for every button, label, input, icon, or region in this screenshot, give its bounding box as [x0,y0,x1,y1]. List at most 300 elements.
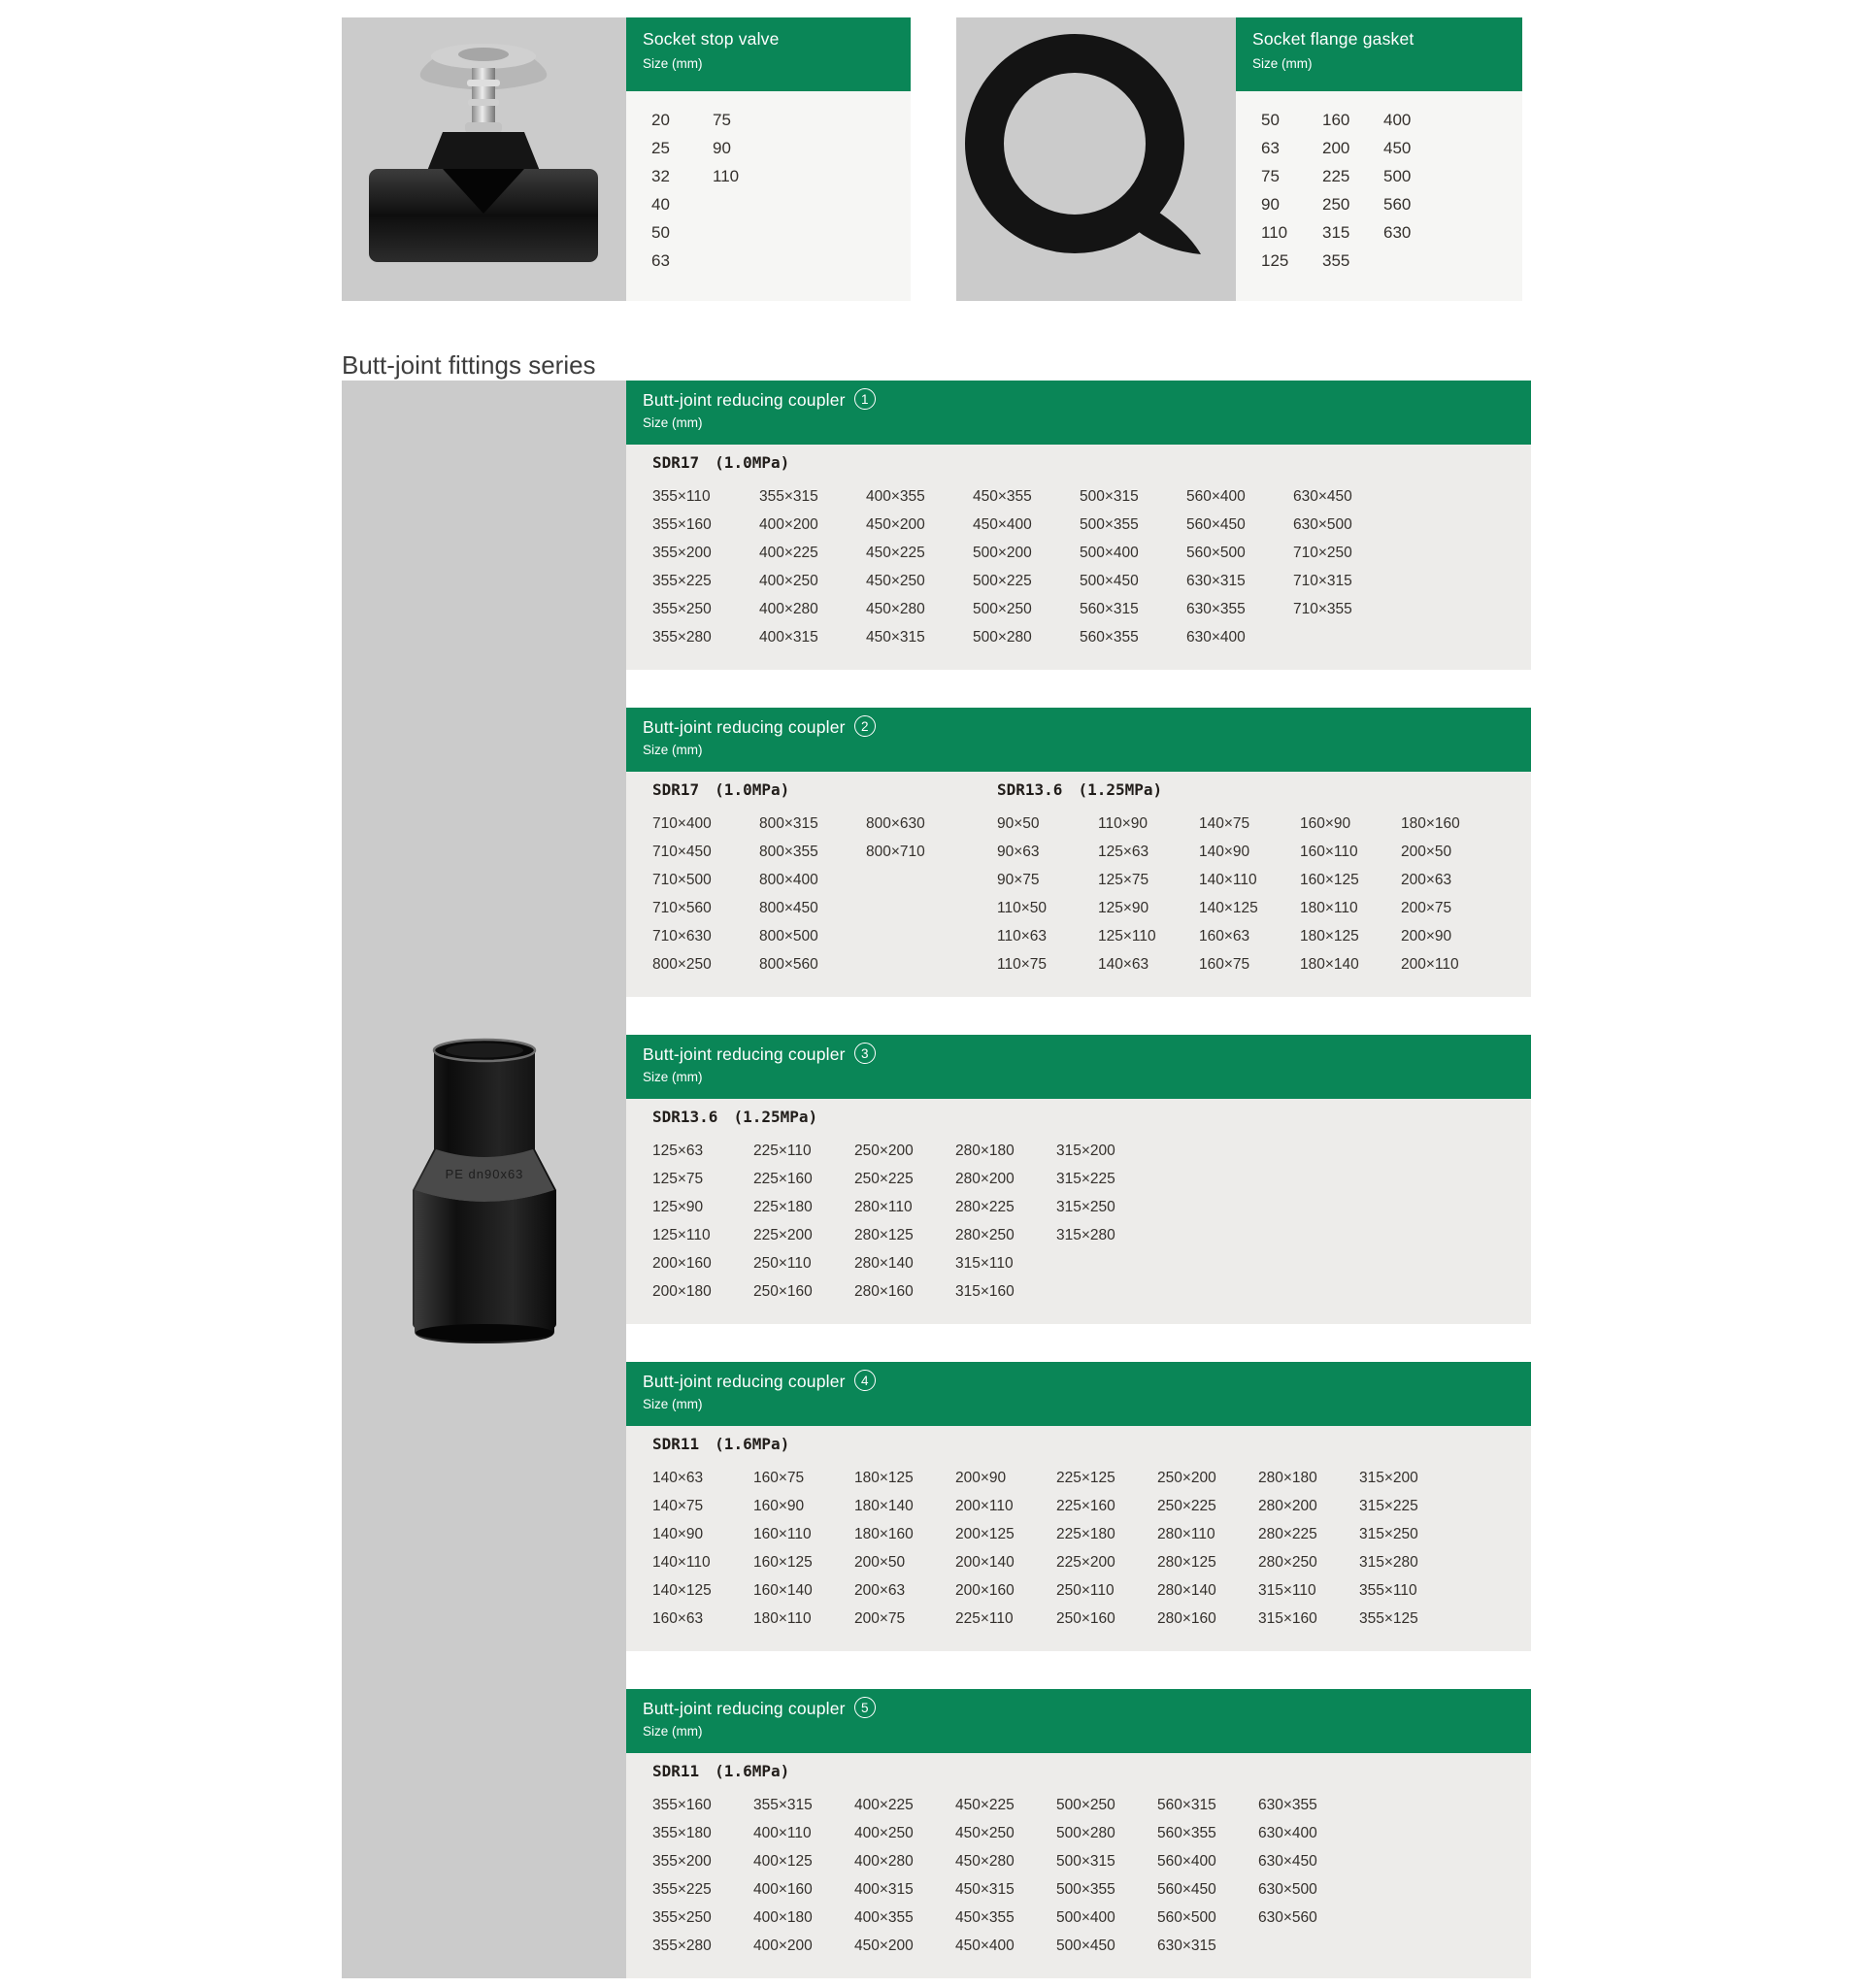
circled-number-badge: 2 [854,715,876,737]
size-value: 450×400 [955,1938,1015,1954]
size-value: 400×225 [759,545,818,561]
size-value: 800×560 [759,956,818,973]
size-value: 315×110 [1258,1582,1316,1599]
size-value: 180×125 [1300,928,1359,944]
butt-joint-section [342,381,1531,1978]
size-value: 315×280 [1359,1554,1418,1571]
size-value: 355×315 [759,488,818,505]
size-value: 160×125 [1300,872,1359,888]
size-value: 630×560 [1258,1909,1317,1926]
size-value: 280×200 [1258,1498,1317,1514]
size-value: 710×315 [1293,573,1352,589]
product-card-socket-flange-gasket [956,17,1522,301]
size-column [1080,482,1186,651]
size-value: 140×125 [1199,900,1258,916]
size-value: 315×280 [1056,1227,1115,1243]
card-subtitle: Size (mm) [643,1397,703,1411]
reducing-coupler-illustration [397,1033,572,1343]
size-value: 800×250 [652,956,712,973]
size-value: 560×315 [1080,601,1139,617]
size-value: 180×160 [854,1526,914,1542]
size-value: 280×125 [854,1227,914,1243]
section-heading: Butt-joint fittings series [342,349,596,380]
size-column [1199,810,1300,978]
size-value: 50 [651,223,670,242]
size-value: 200×50 [1401,844,1452,860]
size-value: 560×500 [1186,545,1246,561]
size-value: 180×110 [753,1610,812,1627]
size-value: 630 [1383,223,1412,242]
pressure-rating: (1.6MPa) [715,1762,790,1780]
size-column [955,1464,1056,1633]
size-column [866,810,973,978]
coupler-card-4 [626,1362,1531,1651]
size-column [1300,810,1401,978]
sdr-spec: SDR11 [652,1435,700,1453]
size-value: 225×160 [753,1171,813,1187]
card-header [626,1362,1531,1426]
size-value: 355×315 [753,1797,813,1813]
size-value: 225×180 [753,1199,813,1215]
size-value: 355×160 [652,516,712,533]
size-value: 560×355 [1157,1825,1216,1841]
size-value: 355×280 [652,629,712,646]
size-value: 800×450 [759,900,818,916]
card-header [626,1689,1531,1753]
size-value: 110×75 [997,956,1048,973]
size-value: 200×50 [854,1554,906,1571]
size-value: 125×63 [652,1143,704,1159]
size-value: 160×75 [753,1470,805,1486]
size-value: 225×200 [753,1227,813,1243]
spec-group [652,1435,1460,1633]
size-value: 200×63 [854,1582,906,1599]
size-value: 250×110 [1056,1582,1115,1599]
circled-number-badge: 3 [854,1043,876,1064]
size-value: 560×450 [1157,1881,1216,1898]
size-value: 200×160 [652,1255,712,1272]
spec-label [652,453,1400,480]
reducing-coupler-photo-panel [342,381,626,1978]
size-value: 160×110 [1300,844,1358,860]
size-value: 200×75 [854,1610,906,1627]
size-value: 180×110 [1300,900,1358,916]
size-value: 355×110 [1359,1582,1417,1599]
size-value: 710×355 [1293,601,1352,617]
size-value: 250×225 [1157,1498,1216,1514]
spec-group [652,453,1400,651]
size-value: 355 [1322,251,1350,270]
size-value: 315×200 [1056,1143,1115,1159]
size-value: 315 [1322,223,1350,242]
size-value: 355×200 [652,1853,712,1870]
size-value: 355×125 [1359,1610,1418,1627]
size-value: 800×630 [866,815,925,832]
size-value: 160×90 [1300,815,1351,832]
size-value: 630×315 [1186,573,1246,589]
size-value: 200×75 [1401,900,1452,916]
size-value: 63 [1261,139,1280,157]
size-value: 280×125 [1157,1554,1216,1571]
size-value: 160×140 [753,1582,813,1599]
size-value: 500×355 [1056,1881,1115,1898]
size-column [652,810,759,978]
size-value: 630×450 [1293,488,1352,505]
size-value: 400×315 [854,1881,914,1898]
socket-flange-gasket-photo [956,17,1236,301]
size-column [652,482,759,651]
size-value: 710×560 [652,900,712,916]
size-value: 160×63 [1199,928,1250,944]
size-value: 110 [713,167,740,185]
size-grid [652,810,973,978]
spec-label [652,1762,1359,1788]
size-value: 400×160 [753,1881,813,1898]
size-value: 50 [1261,111,1280,129]
size-value: 75 [713,111,731,129]
size-column [1056,1137,1157,1306]
size-value: 500×450 [1056,1938,1115,1954]
size-value: 160×90 [753,1498,805,1514]
size-value: 560×315 [1157,1797,1216,1813]
size-value: 25 [651,139,670,157]
size-grid [652,1464,1460,1633]
size-value: 250×225 [854,1171,914,1187]
size-value: 400×355 [866,488,925,505]
size-value: 225×110 [753,1143,812,1159]
size-value: 400×355 [854,1909,914,1926]
size-value: 450×225 [866,545,925,561]
size-value: 355×225 [652,573,712,589]
size-value: 280×225 [955,1199,1015,1215]
size-value: 140×110 [1199,872,1257,888]
size-column [753,1137,854,1306]
card-title: Socket flange gasket [1252,29,1415,49]
size-value: 140×90 [1199,844,1250,860]
card-subtitle: Size (mm) [643,415,703,430]
size-value: 75 [1261,167,1280,185]
size-value: 355×200 [652,545,712,561]
size-value: 225 [1322,167,1350,185]
size-value: 200×90 [1401,928,1452,944]
size-value: 140×110 [652,1554,711,1571]
spec-label [652,1435,1460,1461]
circled-number-badge: 5 [854,1697,876,1718]
coupler-card-3 [626,1035,1531,1324]
size-value: 400 [1383,111,1412,129]
size-column [759,482,866,651]
size-column [854,1137,955,1306]
size-column [955,1137,1056,1306]
size-value: 280×200 [955,1171,1015,1187]
size-column [651,106,713,275]
size-value: 32 [651,167,670,185]
size-value: 250×200 [854,1143,914,1159]
card-title: Butt-joint reducing coupler [643,1044,846,1064]
coupler-marking-text: PE dn90x63 [445,1167,524,1181]
size-value: 450×400 [973,516,1032,533]
gasket-illustration [956,17,1236,301]
size-value: 630×355 [1186,601,1246,617]
size-column [1359,1464,1460,1633]
size-value: 800×710 [866,844,925,860]
size-grid [652,1791,1359,1960]
size-value: 90×75 [997,872,1040,888]
size-value: 280×225 [1258,1526,1317,1542]
size-list [1236,91,1522,275]
coupler-card-5 [626,1689,1531,1978]
pressure-rating: (1.25MPa) [733,1108,818,1126]
size-value: 355×180 [652,1825,712,1841]
size-value: 450×355 [973,488,1032,505]
size-value: 180×140 [1300,956,1359,973]
size-value: 500×250 [973,601,1032,617]
size-value: 315×110 [955,1255,1014,1272]
card-subtitle: Size (mm) [1252,56,1313,71]
size-column [1258,1791,1359,1960]
card-title: Butt-joint reducing coupler [643,716,846,737]
sdr-spec: SDR13.6 [997,780,1063,799]
size-value: 315×250 [1359,1526,1418,1542]
size-column [1098,810,1199,978]
size-value: 450 [1383,139,1412,157]
coupler-card-1 [626,381,1531,670]
size-value: 140×125 [652,1582,712,1599]
size-value: 400×225 [854,1797,914,1813]
size-value: 225×125 [1056,1470,1115,1486]
size-value: 110×90 [1098,815,1148,832]
size-value: 560×500 [1157,1909,1216,1926]
card-title: Butt-joint reducing coupler [643,1371,846,1391]
size-value: 315×225 [1359,1498,1418,1514]
card-title: Socket stop valve [643,29,780,49]
size-value: 200×160 [955,1582,1015,1599]
size-column [1383,106,1445,275]
size-value: 200×140 [955,1554,1015,1571]
size-value: 450×200 [854,1938,914,1954]
size-value: 450×225 [955,1797,1015,1813]
card-body [626,1753,1531,1978]
size-value: 225×110 [955,1610,1014,1627]
size-column [1293,482,1400,651]
size-value: 355×250 [652,1909,712,1926]
size-value: 110 [1261,223,1288,242]
size-value: 450×315 [866,629,925,646]
size-value: 225×180 [1056,1526,1115,1542]
valve-size-table [626,17,911,301]
size-value: 355×280 [652,1938,712,1954]
size-column [652,1791,753,1960]
size-column [713,106,774,275]
size-value: 280×250 [1258,1554,1317,1571]
size-value: 280×110 [854,1199,913,1215]
spec-label [652,780,973,807]
spec-group [652,1762,1359,1960]
size-grid [997,810,1502,978]
size-value: 140×75 [1199,815,1250,832]
size-value: 90 [713,139,731,157]
size-value: 140×75 [652,1498,704,1514]
size-value: 500×400 [1056,1909,1115,1926]
size-grid [652,482,1400,651]
pressure-rating: (1.0MPa) [715,780,790,799]
size-value: 225×160 [1056,1498,1115,1514]
size-value: 125×75 [1098,872,1149,888]
size-value: 710×450 [652,844,712,860]
coupler-card-2 [626,708,1531,997]
size-value: 140×90 [652,1526,704,1542]
card-header [626,708,1531,772]
size-value: 500×355 [1080,516,1139,533]
size-value: 400×125 [753,1853,813,1870]
size-value: 160×110 [753,1526,812,1542]
size-column [652,1137,753,1306]
size-column [955,1791,1056,1960]
size-column [973,482,1080,651]
size-value: 315×225 [1056,1171,1115,1187]
size-column [652,1464,753,1633]
size-value: 160×125 [753,1554,813,1571]
size-value: 500×225 [973,573,1032,589]
size-value: 500×315 [1056,1853,1115,1870]
size-value: 160×63 [652,1610,704,1627]
size-value: 710×500 [652,872,712,888]
size-value: 800×355 [759,844,818,860]
size-value: 450×355 [955,1909,1015,1926]
size-value: 500×315 [1080,488,1139,505]
size-value: 225×200 [1056,1554,1115,1571]
spec-group [652,780,973,978]
size-value: 280×110 [1157,1526,1215,1542]
pressure-rating: (1.0MPa) [715,453,790,472]
size-column [1186,482,1293,651]
size-value: 800×500 [759,928,818,944]
size-value: 450×250 [955,1825,1015,1841]
size-value: 400×315 [759,629,818,646]
coupler-cards-stack [626,381,1531,1978]
size-value: 500×250 [1056,1797,1115,1813]
size-value: 400×280 [854,1853,914,1870]
size-value: 500×450 [1080,573,1139,589]
size-value: 125×110 [652,1227,711,1243]
card-subtitle: Size (mm) [643,1724,703,1739]
size-value: 400×110 [753,1825,812,1841]
size-value: 630×400 [1186,629,1246,646]
card-title: Butt-joint reducing coupler [643,1698,846,1718]
card-subtitle: Size (mm) [643,1070,703,1084]
size-value: 280×160 [854,1283,914,1300]
size-value: 180×160 [1401,815,1460,832]
size-value: 400×200 [759,516,818,533]
size-value: 200×110 [955,1498,1014,1514]
card-header [626,17,911,91]
size-value: 280×160 [1157,1610,1216,1627]
sdr-spec: SDR17 [652,780,700,799]
size-value: 125 [1261,251,1289,270]
size-value: 90×50 [997,815,1040,832]
size-value: 315×250 [1056,1199,1115,1215]
size-value: 400×250 [759,573,818,589]
size-value: 315×200 [1359,1470,1418,1486]
size-value: 280×140 [854,1255,914,1272]
size-value: 500 [1383,167,1412,185]
product-card-socket-stop-valve [342,17,911,301]
size-column [759,810,866,978]
size-value: 450×280 [955,1853,1015,1870]
socket-stop-valve-photo [342,17,626,301]
size-value: 450×315 [955,1881,1015,1898]
size-column [1056,1791,1157,1960]
size-value: 560×355 [1080,629,1139,646]
size-value: 560×400 [1157,1853,1216,1870]
spec-group [997,780,1502,978]
card-body [626,445,1531,670]
size-value: 20 [651,111,670,129]
size-value: 160×75 [1199,956,1250,973]
size-value: 160 [1322,111,1350,129]
size-value: 630×355 [1258,1797,1317,1813]
size-value: 280×180 [955,1143,1015,1159]
size-value: 200×63 [1401,872,1452,888]
size-column [854,1791,955,1960]
size-value: 280×180 [1258,1470,1317,1486]
card-body [626,1426,1531,1651]
size-value: 560×400 [1186,488,1246,505]
size-list [626,91,911,275]
size-value: 355×160 [652,1797,712,1813]
size-value: 355×250 [652,601,712,617]
spec-label [997,780,1502,807]
spec-group [652,1108,1157,1306]
size-value: 500×280 [973,629,1032,646]
size-value: 400×200 [753,1938,813,1954]
size-value: 710×630 [652,928,712,944]
size-value: 125×63 [1098,844,1149,860]
size-value: 110×63 [997,928,1048,944]
card-header [626,1035,1531,1099]
size-value: 125×90 [1098,900,1149,916]
size-value: 355×110 [652,488,711,505]
size-value: 500×400 [1080,545,1139,561]
sdr-spec: SDR13.6 [652,1108,718,1126]
size-value: 630×500 [1293,516,1352,533]
circled-number-badge: 4 [854,1370,876,1391]
size-value: 560 [1383,195,1412,214]
size-value: 500×200 [973,545,1032,561]
size-value: 280×250 [955,1227,1015,1243]
size-value: 125×75 [652,1171,704,1187]
size-value: 800×315 [759,815,818,832]
size-value: 250×160 [753,1283,813,1300]
size-value: 630×400 [1258,1825,1317,1841]
size-value: 630×450 [1258,1853,1317,1870]
sdr-spec: SDR17 [652,453,700,472]
size-value: 200 [1322,139,1350,157]
card-subtitle: Size (mm) [643,56,703,71]
size-column [1157,1464,1258,1633]
size-value: 200×110 [1401,956,1459,973]
size-column [854,1464,955,1633]
sdr-spec: SDR11 [652,1762,700,1780]
card-header [1236,17,1522,91]
card-body [626,772,1531,997]
size-value: 315×160 [1258,1610,1317,1627]
size-grid [652,1137,1157,1306]
size-value: 200×125 [955,1526,1015,1542]
size-column [997,810,1098,978]
pressure-rating: (1.25MPa) [1078,780,1163,799]
size-value: 110×50 [997,900,1048,916]
